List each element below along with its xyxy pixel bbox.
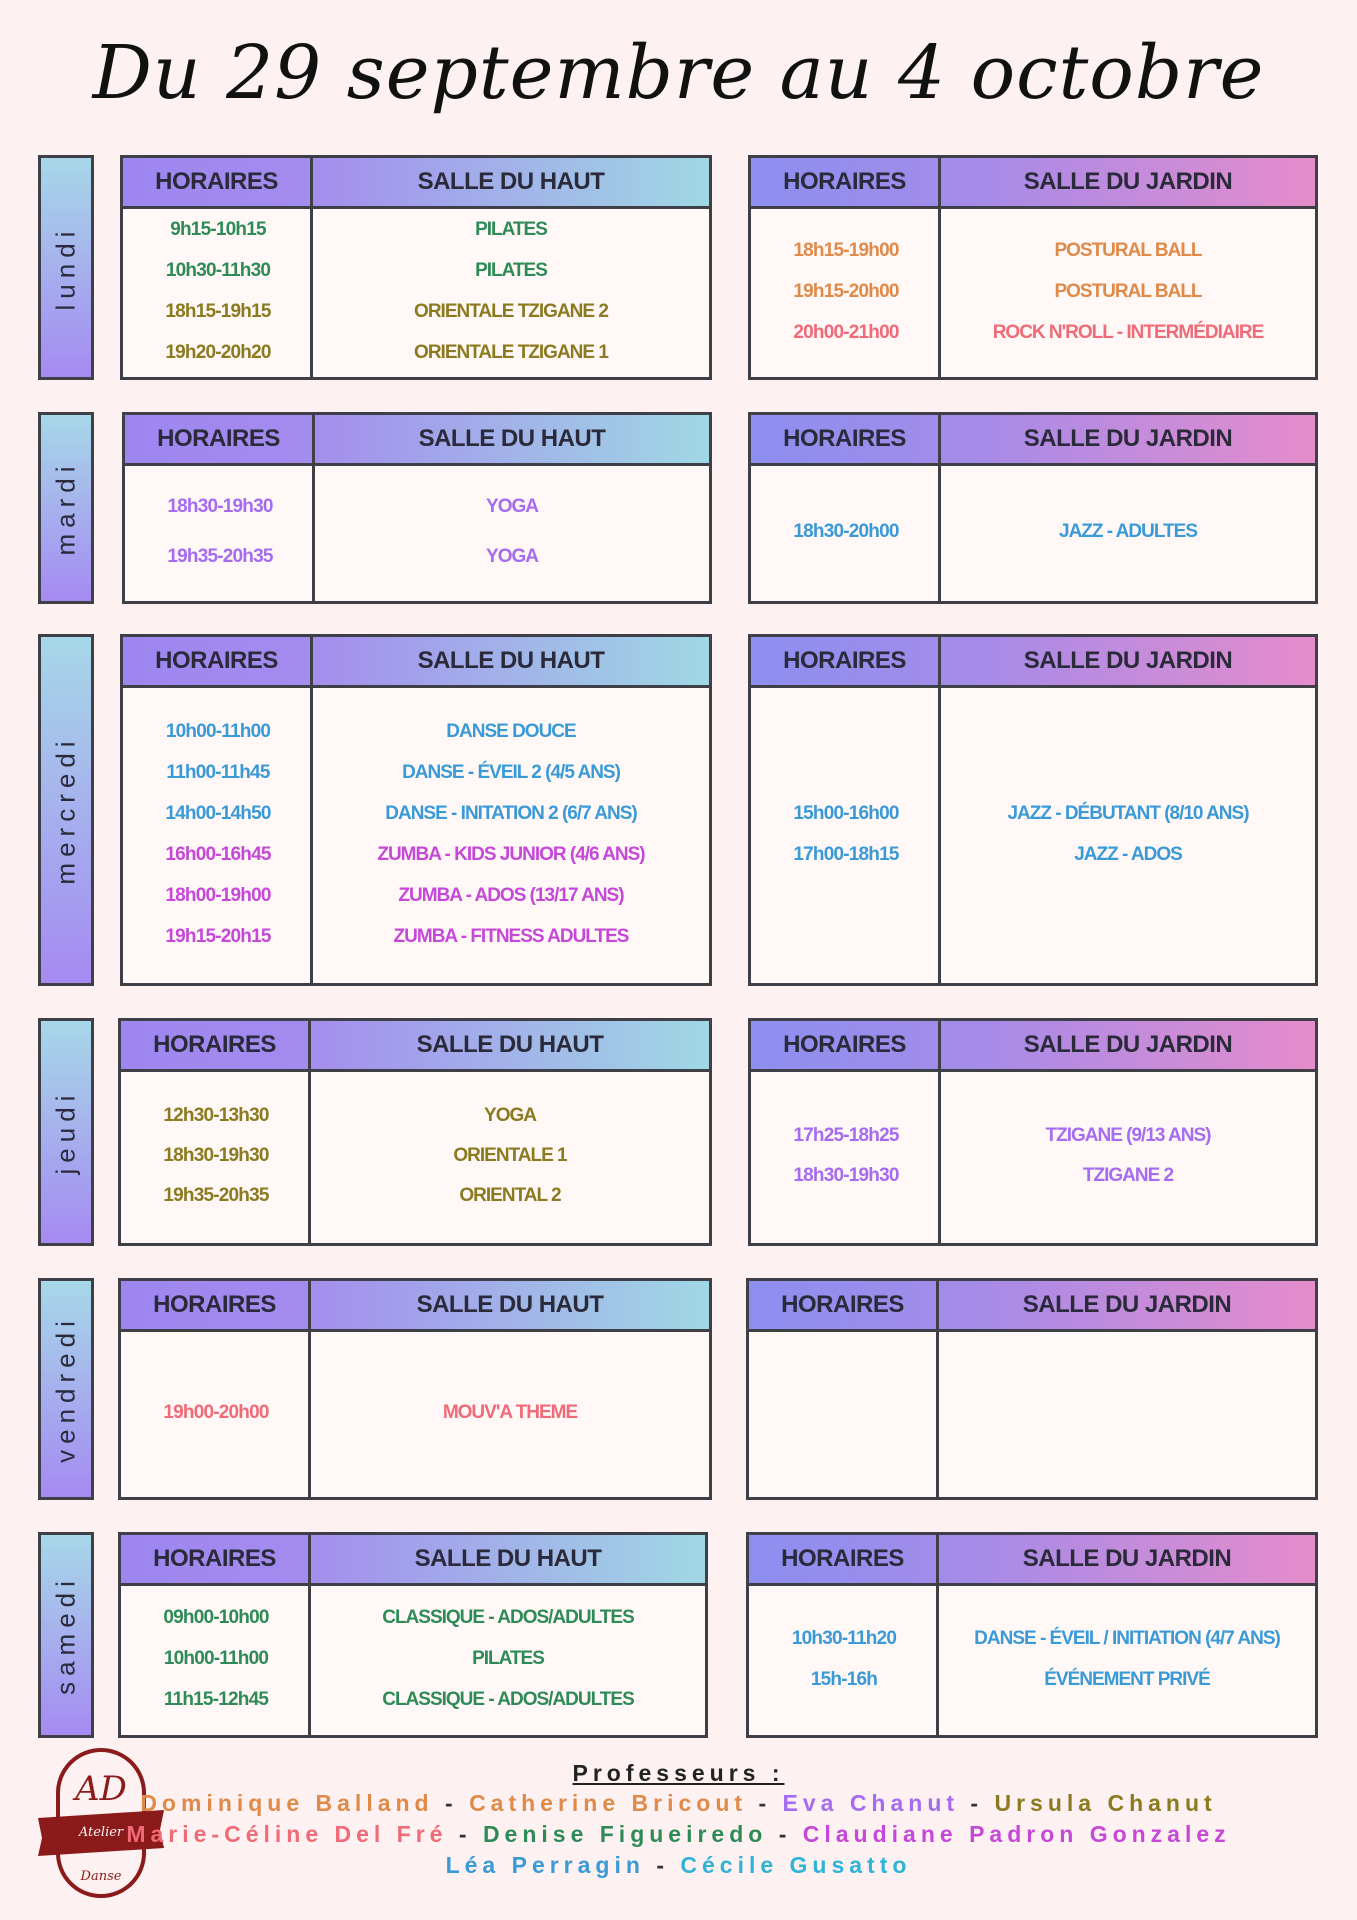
time-cell: 18h30-19h30 [167,496,273,517]
table-row [123,292,709,333]
table-samedi-haut [118,1532,708,1738]
teachers-line [0,1790,1357,1817]
table-row [125,482,709,532]
activity-cell: JAZZ - DÉBUTANT (8/10 ANS) [1007,802,1249,824]
header-room: SALLE DU JARDIN [1023,1031,1233,1058]
time-cell: 10h30-11h30 [165,260,271,281]
table-header [751,158,1315,209]
table-row [751,793,1315,834]
day-name: vendredi [50,1315,81,1463]
time-cell: 11h00-11h45 [166,761,270,783]
time-cell: 17h25-18h25 [793,1125,899,1146]
activity-cell: PILATES [475,260,547,281]
header-horaires: HORAIRES [123,637,313,685]
table-row [123,251,709,292]
table-lundi-haut [120,155,712,380]
separator: - [656,1852,669,1878]
activity-cell: DANSE DOUCE [446,720,576,742]
header-room: SALLE DU HAUT [418,425,606,452]
table-row [749,1618,1315,1659]
time-cell: 18h30-20h00 [793,521,899,542]
teacher-name: Dominique Balland [140,1790,434,1816]
activity-cell: YOGA [484,1105,536,1126]
table-row [123,333,709,374]
activity-cell: YOGA [486,496,538,517]
rows [121,1329,709,1497]
table-header [751,637,1315,688]
activity-cell: ROCK N'ROLL - INTERMÉDIAIRE [992,321,1264,343]
page-title: Du 29 septembre au 4 octobre [92,30,1265,116]
table-header [125,415,709,466]
table-header [121,1535,705,1586]
time-cell: 19h15-20h15 [165,925,271,947]
logo-text-1: Atelier [78,1825,124,1840]
rows [123,206,709,377]
activity-cell: PILATES [475,219,547,240]
time-cell: 11h15-12h45 [163,1689,269,1710]
time-cell: 10h30-11h20 [791,1627,897,1649]
activity-cell: JAZZ - ADOS [1074,843,1182,865]
teacher-name: Catherine Bricout [469,1790,748,1816]
table-row [751,834,1315,875]
table-header [123,637,709,688]
table-lundi-jardin [748,155,1318,380]
activity-cell: ÉVÉNEMENT PRIVÉ [1044,1668,1210,1690]
time-cell: 10h00-11h00 [165,720,271,742]
header-horaires: HORAIRES [751,1021,941,1069]
header-room: SALLE DU HAUT [414,1545,602,1572]
table-row [123,793,709,834]
separator: - [778,1821,792,1847]
rows [125,463,709,601]
header-room: SALLE DU HAUT [416,1291,604,1318]
table-row [123,916,709,957]
activity-cell: PILATES [472,1648,544,1669]
table-row [123,752,709,793]
table-mardi-jardin [748,412,1318,604]
day-label-mercredi [38,634,94,986]
rows [749,1583,1315,1735]
teachers-line [0,1852,1357,1879]
activity-cell: MOUV'A THEME [442,1402,578,1423]
teacher-name: Léa Perragin [445,1852,645,1878]
header-room: SALLE DU HAUT [417,647,605,674]
day-name: jeudi [50,1089,81,1175]
time-cell: 09h00-10h00 [163,1607,269,1628]
table-row [751,230,1315,271]
header-horaires: HORAIRES [751,158,941,206]
header-horaires: HORAIRES [749,1535,939,1583]
table-jeudi-jardin [748,1018,1318,1246]
day-label-vendredi [38,1278,94,1500]
rows [123,685,709,983]
table-mercredi-haut [120,634,712,986]
activity-cell: DANSE - INITATION 2 (6/7 ANS) [385,802,637,824]
activity-cell: ORIENTAL 2 [459,1185,561,1206]
table-row [123,875,709,916]
day-name: samedi [50,1575,81,1695]
activity-cell: DANSE - ÉVEIL / INITIATION (4/7 ANS) [974,1627,1280,1649]
teacher-name: Claudiane Padron Gonzalez [802,1821,1231,1847]
rows [749,1329,1315,1497]
table-header [749,1281,1315,1332]
day-name: mardi [50,460,81,556]
time-cell: 18h00-19h00 [165,884,271,906]
time-cell: 19h15-20h00 [793,280,899,302]
teachers-line [0,1821,1357,1848]
table-row [751,271,1315,312]
day-label-mardi [38,412,94,604]
time-cell: 16h00-16h45 [165,843,271,865]
activity-cell: CLASSIQUE - ADOS/ADULTES [382,1689,634,1710]
separator: - [445,1790,458,1816]
table-row [123,834,709,875]
time-cell: 15h-16h [810,1668,878,1690]
day-name: mercredi [50,735,81,885]
table-row [121,1598,705,1639]
table-samedi-jardin [746,1532,1318,1738]
header-room: SALLE DU JARDIN [1023,647,1233,674]
activity-cell: CLASSIQUE - ADOS/ADULTES [382,1607,634,1628]
header-horaires: HORAIRES [749,1281,939,1329]
header-room: SALLE DU HAUT [417,168,605,195]
table-mardi-haut [122,412,712,604]
day-label-jeudi [38,1018,94,1246]
table-vendredi-haut [118,1278,712,1500]
rows [751,463,1315,601]
time-cell: 19h35-20h35 [167,546,273,567]
time-cell: 18h30-19h30 [163,1145,269,1166]
separator: - [758,1790,772,1816]
table-row [121,1096,709,1136]
table-row [121,1393,709,1434]
activity-cell: POSTURAL BALL [1054,239,1202,261]
day-label-lundi [38,155,94,380]
teacher-name: Ursula Chanut [994,1790,1217,1816]
header-room: SALLE DU HAUT [416,1031,604,1058]
table-row [123,711,709,752]
header-room: SALLE DU JARDIN [1022,1291,1232,1318]
teacher-name: Cécile Gusatto [680,1852,912,1878]
time-cell: 19h20-20h20 [165,342,271,363]
time-cell: 17h00-18h15 [793,843,899,865]
activity-cell: ORIENTALE TZIGANE 2 [414,301,608,322]
activity-cell: DANSE - ÉVEIL 2 (4/5 ANS) [402,761,620,783]
time-cell: 18h30-19h30 [793,1165,899,1186]
header-horaires: HORAIRES [751,415,941,463]
activity-cell: JAZZ - ADULTES [1059,521,1197,542]
activity-cell: ZUMBA - FITNESS ADULTES [393,925,629,947]
teacher-name: Eva Chanut [782,1790,960,1816]
time-cell: 14h00-14h50 [165,802,271,824]
table-row [751,1156,1315,1196]
teachers-title: Professeurs : [572,1760,785,1786]
separator: - [458,1821,472,1847]
header-room: SALLE DU JARDIN [1023,168,1233,195]
table-row [121,1680,705,1721]
time-cell: 19h35-20h35 [163,1185,269,1206]
table-row [751,507,1315,557]
header-room: SALLE DU JARDIN [1023,425,1233,452]
rows [121,1069,709,1243]
table-row [749,1659,1315,1700]
teacher-name: Marie-Céline Del Fré [126,1821,448,1847]
time-cell: 15h00-16h00 [793,802,899,824]
table-row [125,532,709,582]
time-cell: 19h00-20h00 [163,1402,269,1423]
time-cell: 10h00-11h00 [163,1648,269,1669]
rows [751,685,1315,983]
activity-cell: TZIGANE (9/13 ANS) [1045,1125,1211,1146]
header-horaires: HORAIRES [751,637,941,685]
table-vendredi-jardin [746,1278,1318,1500]
table-row [121,1639,705,1680]
time-cell: 18h15-19h00 [793,239,899,261]
time-cell: 18h15-19h15 [165,301,271,322]
activity-cell: ORIENTALE TZIGANE 1 [414,342,608,363]
day-name: lundi [50,225,81,310]
logo-monogram: AD [75,1769,127,1809]
table-header [123,158,709,209]
header-room: SALLE DU JARDIN [1022,1545,1232,1572]
header-horaires: HORAIRES [125,415,315,463]
table-row [121,1136,709,1176]
table-header [121,1021,709,1072]
table-row [123,210,709,251]
table-row [751,1116,1315,1156]
table-row [121,1176,709,1216]
table-row [751,312,1315,353]
time-cell: 20h00-21h00 [793,321,899,343]
activity-cell: ZUMBA - KIDS JUNIOR (4/6 ANS) [377,843,645,865]
time-cell: 12h30-13h30 [163,1105,269,1126]
logo-text-2: Danse [80,1869,122,1884]
header-horaires: HORAIRES [123,158,313,206]
table-jeudi-haut [118,1018,712,1246]
table-header [751,1021,1315,1072]
table-header [749,1535,1315,1586]
header-horaires: HORAIRES [121,1535,311,1583]
header-horaires: HORAIRES [121,1021,311,1069]
activity-cell: ORIENTALE 1 [453,1145,567,1166]
table-header [751,415,1315,466]
header-horaires: HORAIRES [121,1281,311,1329]
teacher-name: Denise Figueiredo [482,1821,768,1847]
separator: - [970,1790,984,1816]
rows [121,1583,705,1735]
rows [751,1069,1315,1243]
day-label-samedi [38,1532,94,1738]
activity-cell: TZIGANE 2 [1082,1165,1174,1186]
activity-cell: YOGA [486,546,538,567]
table-mercredi-jardin [748,634,1318,986]
time-cell: 9h15-10h15 [170,219,266,240]
table-header [121,1281,709,1332]
rows [751,206,1315,377]
activity-cell: ZUMBA - ADOS (13/17 ANS) [398,884,624,906]
activity-cell: POSTURAL BALL [1054,280,1202,302]
